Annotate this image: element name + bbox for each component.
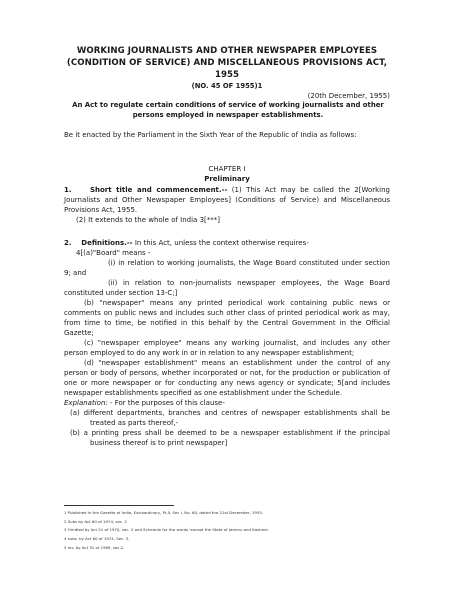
section-2-heading: 2. Definitions.-- — [64, 239, 133, 247]
definition-newspaper-text: (b) "newspaper" means any printed periodical work containing public news or comments on public news and includes such other class of printed periodical work as may, from time to time, be notified in this behalf by the Central Government in the Official Gazette; — [64, 299, 390, 337]
title-line-2: (CONDITION OF SERVICE) AND MISCELLANEOUS PROVISIONS ACT, — [66, 58, 388, 68]
chapter-number: CHAPTER I — [208, 165, 246, 173]
explanation-a: (a) different departments, branches and centres of newspaper establishments shall be treated as parts thereof,- — [70, 409, 390, 427]
explanation-label: Explanation: — [64, 399, 108, 407]
explanation-text: - For the purposes of this clause- — [107, 399, 225, 407]
section-1-subsection-2: (2) It extends to the whole of India 3[***] — [76, 216, 220, 224]
chapter-name: Preliminary — [204, 175, 250, 183]
definition-newspaper-establishment — [64, 358, 390, 398]
footnote-3: 3 Omitted by Act 51 of 1970, sec. 2 and Schedule for the words 'except the State of Jammu and Kashmir. — [64, 527, 269, 533]
act-number: (NO. 45 OF 1955)1 — [191, 82, 263, 90]
definition-board: 4[(a)"Board" means - — [76, 249, 151, 257]
definition-board-ii — [64, 278, 390, 298]
footnote-4: 4 subs. by Act 60 of 1974, Sec. 3. — [64, 536, 130, 542]
explanation-b: (b) a printing press shall be deemed to be a newspaper establishment if the principal business thereof is to print newspaper] — [70, 429, 390, 447]
section-1 — [64, 185, 390, 225]
enactment-date: (20th December, 1955) — [307, 92, 390, 100]
definition-newspaper-employee-text: (c) "newspaper employee" means any working journalist, and includes any other person employed to do any work in or in relation to any newspaper establishment; — [64, 339, 390, 357]
section-1-heading: 1. Short title and commencement.-- — [64, 186, 228, 194]
footnote-2: 2 Subs by Act 60 of 1974, sec. 2 — [64, 518, 127, 524]
footnotes — [64, 509, 394, 553]
section-2-intro: In this Act, unless the context otherwise requires- — [132, 239, 309, 247]
definition-board-i-text: (i) in relation to working journalists, the Wage Board constituted under section 9; and — [64, 259, 390, 277]
explanation — [64, 398, 390, 408]
section-2-para — [64, 238, 390, 248]
footnote-1: 1 Published in the Gazette of India, Extraordinary, Pt.II, Sec I, No. 60, dated the 21st December, 1955. — [64, 510, 264, 515]
definition-newspaper — [64, 298, 390, 338]
definition-board-i — [64, 258, 390, 278]
definition-board-ii-text: (ii) in relation to non-journalists newspaper employees, the Wage Board constituted under section 13-C;] — [64, 279, 390, 297]
section-1-subsection-1: (1) This Act may be called the 2[Working Journalists and Other Newspaper Employees] (Conditions of Service) and Miscellaneous Provisions Act, 1955. — [64, 186, 390, 214]
enacting-clause: Be it enacted by the Parliament in the Sixth Year of the Republic of India as follows: — [64, 131, 357, 139]
definition-newspaper-employee — [64, 338, 390, 358]
footnote-divider — [64, 505, 174, 506]
footnote-5: 5 Ins. by Act 31 of 1989, sec.2. — [64, 544, 125, 550]
title-line-1: WORKING JOURNALISTS AND OTHER NEWSPAPER EMPLOYEES — [76, 46, 378, 56]
definition-newspaper-establishment-text: (d) "newspaper establishment" means an establishment under the control of any person or body of persons, whether incorporated or not, for the production or publication of one or more newspaper or for conducting any news agency or syndicate; 5[and includes newspaper establishments specified as one establishment under the Schedule. — [64, 359, 390, 397]
title-line-3: 1955 — [214, 70, 240, 80]
section-2 — [64, 238, 390, 448]
section-1-para — [64, 185, 390, 215]
preamble: An Act to regulate certain conditions of service of working journalists and other persons employed in newspaper establishments. — [72, 101, 384, 119]
